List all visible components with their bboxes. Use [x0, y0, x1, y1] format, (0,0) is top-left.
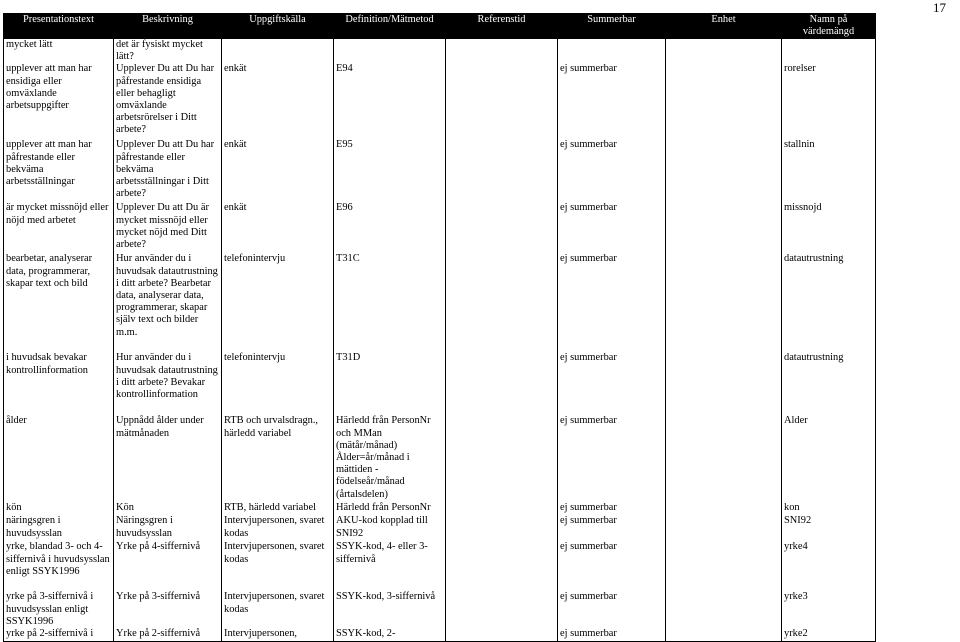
cell-presentationstext: yrke, blandad 3- och 4-siffernivå i huvudsysslan enligt SSYK1996	[4, 541, 114, 591]
cell-enhet	[666, 139, 782, 202]
cell-presentationstext: är mycket missnöjd eller nöjd med arbetet	[4, 202, 114, 253]
cell-referenstid	[446, 502, 558, 515]
cell-namn: missnojd	[782, 202, 876, 253]
cell-beskrivning: Kön	[114, 502, 222, 515]
header-referenstid: Referenstid	[446, 14, 558, 39]
cell-referenstid	[446, 515, 558, 541]
cell-definition: AKU-kod kopplad till SNI92	[334, 515, 446, 541]
cell-summerbar: ej summerbar	[558, 628, 666, 641]
cell-uppgiftskalla: Intervjupersonen, svaret kodas	[222, 541, 334, 591]
cell-beskrivning: Upplever Du att Du är mycket missnöjd eller mycket nöjd med Ditt arbete?	[114, 202, 222, 253]
cell-enhet	[666, 63, 782, 139]
cell-enhet	[666, 591, 782, 628]
header-uppgiftskalla: Uppgiftskälla	[222, 14, 334, 39]
cell-enhet	[666, 515, 782, 541]
cell-presentationstext: bearbetar, analyserar data, programmerar, skapar text och bild	[4, 253, 114, 352]
table-row	[4, 591, 876, 628]
cell-namn: Alder	[782, 415, 876, 502]
cell-referenstid	[446, 39, 558, 64]
cell-uppgiftskalla: Intervjupersonen, svaret kodas	[222, 515, 334, 541]
cell-namn: yrke4	[782, 541, 876, 591]
cell-uppgiftskalla: telefonintervju	[222, 253, 334, 352]
cell-summerbar: ej summerbar	[558, 515, 666, 541]
cell-namn: datautrustning	[782, 253, 876, 352]
cell-presentationstext: i huvudsak bevakar kontrollinformation	[4, 352, 114, 415]
cell-beskrivning: Hur använder du i huvudsak datautrustning i ditt arbete? Bearbetar data, analyserar data, programmerar, skapar själv text och bilder m.m.	[114, 253, 222, 352]
table-row	[4, 352, 876, 415]
header-definition: Definition/Mätmetod	[334, 14, 446, 39]
cell-referenstid	[446, 591, 558, 628]
cell-enhet	[666, 202, 782, 253]
cell-namn: yrke3	[782, 591, 876, 628]
cell-uppgiftskalla: enkät	[222, 63, 334, 139]
cell-uppgiftskalla: enkät	[222, 139, 334, 202]
cell-beskrivning: Yrke på 2-siffernivå	[114, 628, 222, 641]
cell-referenstid	[446, 415, 558, 502]
variable-table	[3, 13, 876, 642]
cell-definition: T31C	[334, 253, 446, 352]
cell-definition: Härledd från PersonNr	[334, 502, 446, 515]
cell-summerbar: ej summerbar	[558, 591, 666, 628]
table-row	[4, 39, 876, 64]
cell-referenstid	[446, 202, 558, 253]
cell-summerbar: ej summerbar	[558, 502, 666, 515]
cell-namn	[782, 39, 876, 64]
table-row	[4, 415, 876, 502]
table-row	[4, 541, 876, 591]
cell-definition: SSYK-kod, 2-	[334, 628, 446, 641]
cell-definition	[334, 39, 446, 64]
cell-referenstid	[446, 63, 558, 139]
cell-namn: datautrustning	[782, 352, 876, 415]
cell-uppgiftskalla: RTB och urvalsdragn., härledd variabel	[222, 415, 334, 502]
cell-uppgiftskalla: Intervjupersonen,	[222, 628, 334, 641]
page-number: 17	[933, 0, 946, 15]
cell-referenstid	[446, 253, 558, 352]
cell-definition: SSYK-kod, 3-siffernivå	[334, 591, 446, 628]
cell-namn: stallnin	[782, 139, 876, 202]
cell-definition: E94	[334, 63, 446, 139]
cell-namn: SNI92	[782, 515, 876, 541]
cell-presentationstext: kön	[4, 502, 114, 515]
cell-referenstid	[446, 352, 558, 415]
cell-summerbar: ej summerbar	[558, 63, 666, 139]
table-row	[4, 502, 876, 515]
cell-enhet	[666, 39, 782, 64]
cell-definition: Härledd från PersonNr och MMan (mätår/månad) Ålder=år/månad i mättiden - födelseår/månad (årtalsdelen)	[334, 415, 446, 502]
table-row	[4, 253, 876, 352]
cell-uppgiftskalla: RTB, härledd variabel	[222, 502, 334, 515]
table-row	[4, 139, 876, 202]
cell-definition: E96	[334, 202, 446, 253]
cell-enhet	[666, 352, 782, 415]
cell-beskrivning: Upplever Du att Du har påfrestande ensidiga eller behagligt omväxlande arbetsrörelser i Ditt arbete?	[114, 63, 222, 139]
cell-presentationstext: yrke på 3-siffernivå i huvudsysslan enligt SSYK1996	[4, 591, 114, 628]
cell-presentationstext: upplever att man har påfrestande eller bekväma arbetsställningar	[4, 139, 114, 202]
cell-uppgiftskalla: telefonintervju	[222, 352, 334, 415]
cell-definition: E95	[334, 139, 446, 202]
cell-definition: SSYK-kod, 4- eller 3-siffernivå	[334, 541, 446, 591]
header-namn: Namn på värdemängd	[782, 14, 876, 39]
header-enhet: Enhet	[666, 14, 782, 39]
table-row	[4, 515, 876, 541]
cell-beskrivning: det är fysiskt mycket lätt?	[114, 39, 222, 64]
cell-presentationstext: mycket lätt	[4, 39, 114, 64]
cell-namn: kon	[782, 502, 876, 515]
cell-beskrivning: Näringsgren i huvudsysslan	[114, 515, 222, 541]
cell-uppgiftskalla: enkät	[222, 202, 334, 253]
cell-summerbar: ej summerbar	[558, 202, 666, 253]
cell-summerbar: ej summerbar	[558, 253, 666, 352]
cell-definition: T31D	[334, 352, 446, 415]
header-beskrivning: Beskrivning	[114, 14, 222, 39]
cell-enhet	[666, 502, 782, 515]
cell-summerbar: ej summerbar	[558, 415, 666, 502]
cell-referenstid	[446, 541, 558, 591]
cell-presentationstext: yrke på 2-siffernivå i	[4, 628, 114, 641]
cell-summerbar: ej summerbar	[558, 352, 666, 415]
cell-enhet	[666, 253, 782, 352]
cell-beskrivning: Upplever Du att Du har påfrestande eller bekväma arbetsställningar i Ditt arbete?	[114, 139, 222, 202]
cell-enhet	[666, 541, 782, 591]
cell-presentationstext: ålder	[4, 415, 114, 502]
cell-presentationstext: näringsgren i huvudsysslan	[4, 515, 114, 541]
cell-presentationstext: upplever att man har ensidiga eller omväxlande arbetsuppgifter	[4, 63, 114, 139]
cell-beskrivning: Hur använder du i huvudsak datautrustning i ditt arbete? Bevakar kontrollinformation	[114, 352, 222, 415]
cell-beskrivning: Uppnådd ålder under mätmånaden	[114, 415, 222, 502]
cell-namn: rorelser	[782, 63, 876, 139]
cell-uppgiftskalla	[222, 39, 334, 64]
cell-summerbar: ej summerbar	[558, 541, 666, 591]
cell-enhet	[666, 415, 782, 502]
header-row	[4, 14, 876, 39]
cell-beskrivning: Yrke på 4-siffernivå	[114, 541, 222, 591]
cell-beskrivning: Yrke på 3-siffernivå	[114, 591, 222, 628]
table-row	[4, 63, 876, 139]
table-row	[4, 202, 876, 253]
header-presentationstext: Presentationstext	[4, 14, 114, 39]
cell-summerbar	[558, 39, 666, 64]
header-summerbar: Summerbar	[558, 14, 666, 39]
cell-uppgiftskalla: Intervjupersonen, svaret kodas	[222, 591, 334, 628]
cell-namn: yrke2	[782, 628, 876, 641]
cell-referenstid	[446, 139, 558, 202]
cell-summerbar: ej summerbar	[558, 139, 666, 202]
